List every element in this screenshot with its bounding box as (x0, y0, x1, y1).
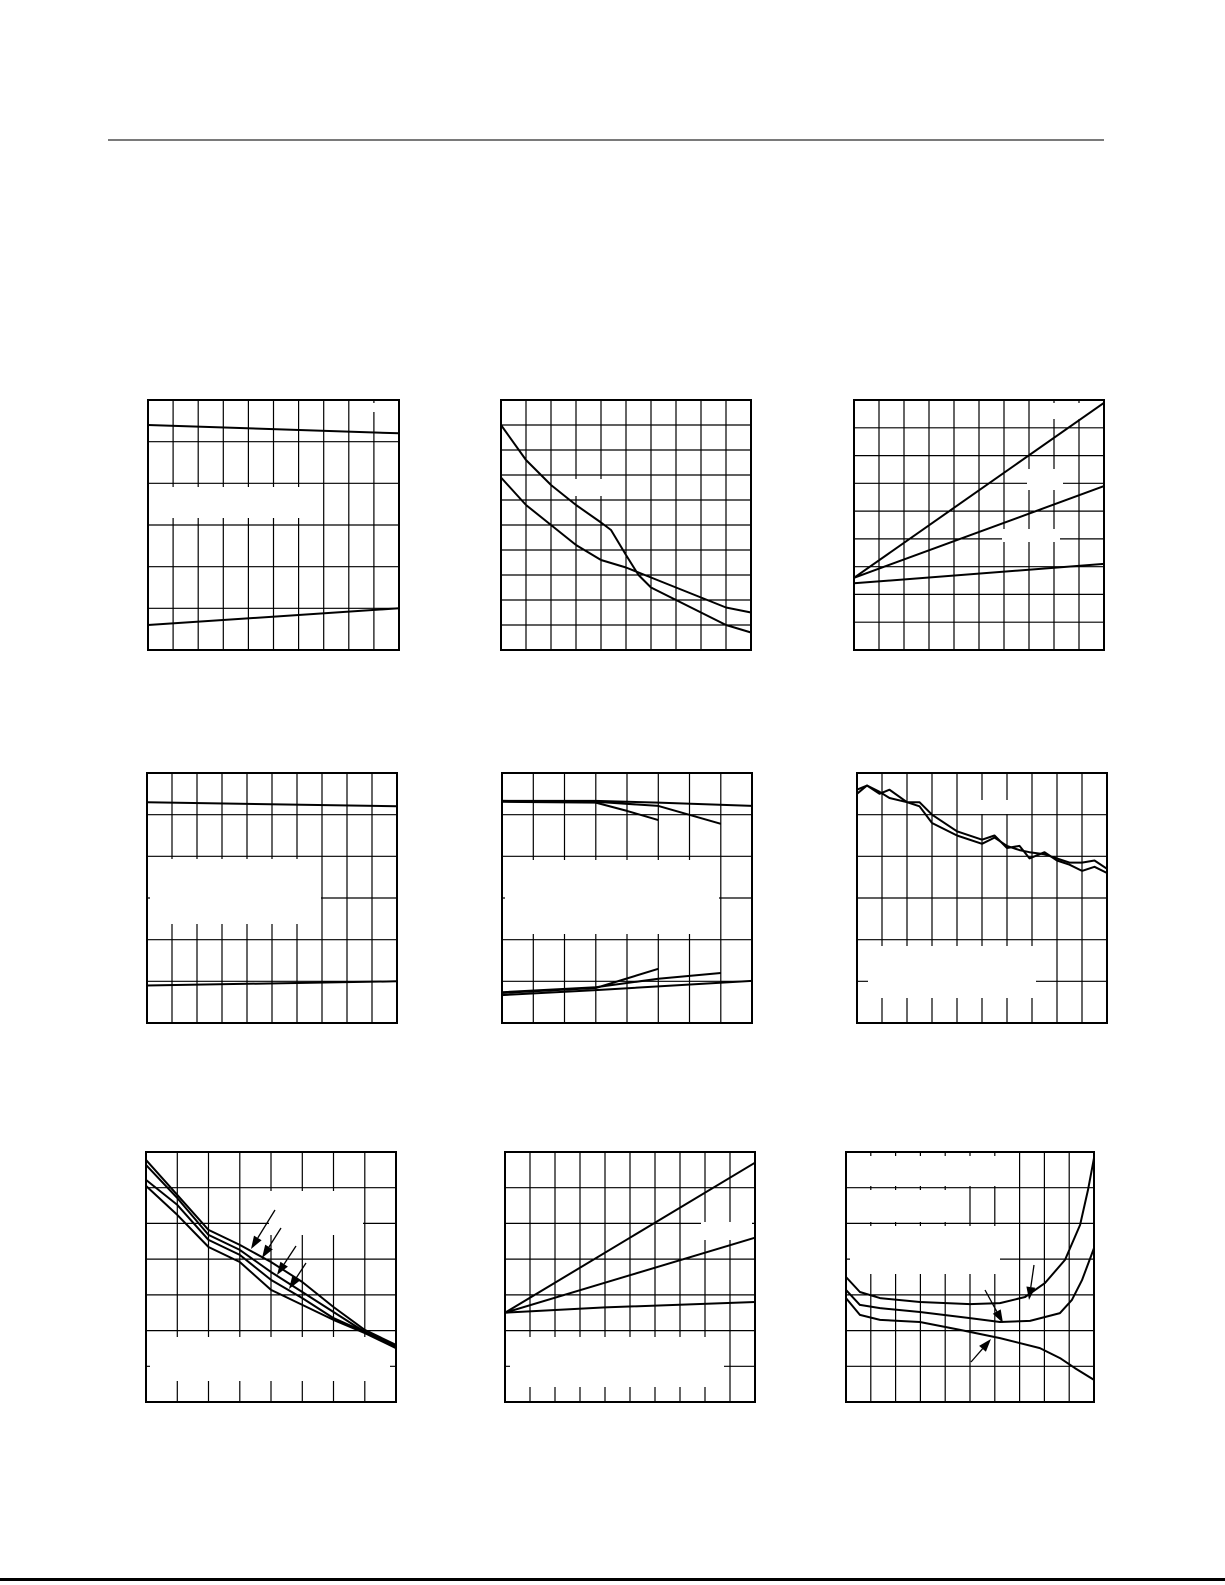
blank-label-area (868, 946, 1036, 998)
pointer-arrow-shaft (971, 1349, 983, 1362)
pointer-arrow-shaft (1031, 1265, 1034, 1287)
chart-4 (147, 773, 397, 1023)
chart-9 (846, 1152, 1094, 1402)
chart-5 (502, 773, 752, 1023)
pointer-arrow-shaft (284, 1246, 296, 1264)
blank-label-area (850, 1190, 958, 1222)
blank-label-area (975, 800, 1011, 814)
blank-label-area (1027, 469, 1063, 490)
blank-label-area (850, 1156, 1014, 1186)
blank-label-area (510, 1337, 724, 1387)
blank-label-area (850, 1226, 1000, 1274)
chart-1 (148, 400, 399, 650)
blank-label-area (564, 479, 606, 496)
blank-label-area (505, 860, 719, 934)
chart-2 (501, 400, 751, 650)
blank-label-area (151, 487, 323, 518)
footer-rule (0, 1578, 1225, 1581)
pointer-arrow-head (1026, 1287, 1035, 1301)
chart-6 (857, 773, 1107, 1023)
pointer-arrow-head (251, 1236, 262, 1249)
chart-3 (854, 400, 1104, 650)
blank-label-area (701, 1222, 752, 1240)
blank-label-area (150, 1337, 390, 1381)
pointer-arrow-shaft (296, 1263, 306, 1278)
blank-label-area (150, 859, 321, 924)
chart-8 (505, 1152, 755, 1402)
blank-label-area (372, 403, 397, 412)
blank-label-area (375, 569, 397, 589)
blank-label-area (269, 1191, 363, 1235)
blank-label-area (1002, 529, 1060, 542)
chart-7 (146, 1152, 396, 1402)
pointer-arrow-head (277, 1262, 288, 1275)
